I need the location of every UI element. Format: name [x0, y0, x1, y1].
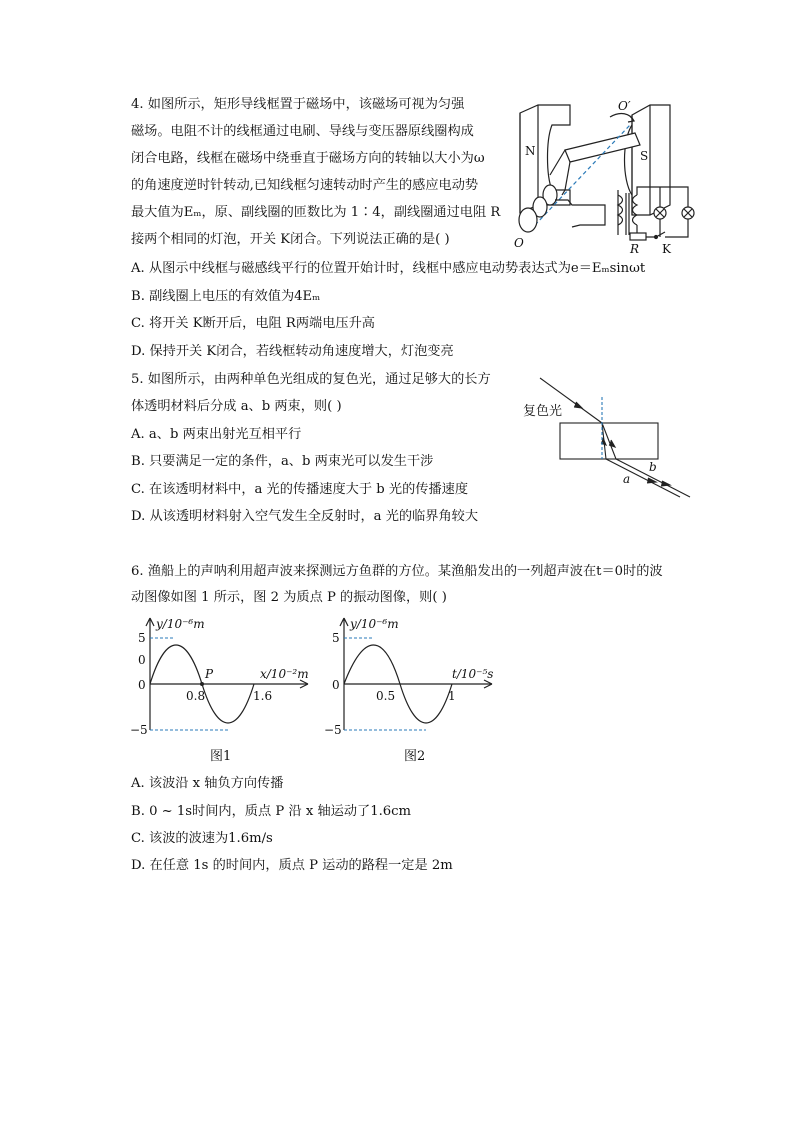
q5-line-2: 体透明材料后分成 a、b 两束，则( ): [131, 399, 342, 414]
q6-option-a: A. 该波沿 x 轴负方向传播: [131, 776, 284, 791]
q5-option-c: C. 在该透明材料中，a 光的传播速度大于 b 光的传播速度: [131, 482, 469, 497]
fig1-caption: 图1: [210, 749, 232, 764]
beam-a-label: a: [623, 472, 631, 486]
q4-line-5: 最大值为Eₘ，原、副线圈的匝数比为 1∶4，副线圈通过电阻 R: [131, 205, 501, 220]
refraction-figure: [520, 375, 700, 505]
q6-line-1: 6. 渔船上的声呐利用超声波来探测远方鱼群的方位。某渔船发出的一列超声波在t＝0时的波: [131, 564, 663, 579]
fig1-ylabel: y/10⁻⁶m: [156, 617, 205, 631]
axis-o-label: O: [514, 236, 524, 250]
fig1-p-label: P: [205, 667, 214, 681]
q4-option-b: B. 副线圈上电压的有效值为4Eₘ: [131, 289, 321, 304]
q4-option-d: D. 保持开关 K闭合，若线框转动角速度增大，灯泡变亮: [131, 344, 454, 359]
fig2-ylabel: y/10⁻⁶m: [350, 617, 399, 631]
fig2-y-top: 5: [332, 631, 340, 645]
fig2-tick-2: 1: [448, 689, 456, 703]
fig1-y-bottom: −5: [130, 723, 148, 737]
q6-option-d: D. 在任意 1s 的时间内，质点 P 运动的路程一定是 2m: [131, 858, 453, 873]
fig2-origin: 0: [332, 678, 340, 692]
q5-option-d: D. 从该透明材料射入空气发生全反射时，a 光的临界角较大: [131, 509, 479, 524]
q6-option-b: B. 0 ~ 1s时间内，质点 P 沿 x 轴运动了1.6cm: [131, 804, 412, 819]
axis-o-prime-label: O′: [618, 99, 631, 113]
q4-option-c: C. 将开关 K断开后，电阻 R两端电压升高: [131, 316, 375, 331]
beam-b-label: b: [649, 460, 657, 474]
compound-light-label: 复色光: [523, 404, 563, 419]
q4-line-1: 4. 如图所示，矩形导线框置于磁场中，该磁场可视为匀强: [131, 97, 465, 112]
switch-k-label: K: [662, 242, 671, 255]
q5-line-1: 5. 如图所示，由两种单色光组成的复色光，通过足够大的长方: [131, 372, 491, 387]
fig2-caption: 图2: [404, 749, 426, 764]
fig1-tick-2: 1.6: [253, 689, 273, 703]
fig2-y-bottom: −5: [324, 723, 342, 737]
q4-line-2: 磁场。电阻不计的线框通过电刷、导线与变压器原线圈构成: [131, 124, 474, 139]
q4-option-a: A. 从图示中线框与磁感线平行的位置开始计时，线框中感应电动势表达式为e＝Eₘsinωt: [131, 261, 646, 276]
q5-option-b: B. 只要满足一定的条件，a、b 两束光可以发生干涉: [131, 454, 434, 469]
fig1-tick-1: 0.8: [186, 689, 206, 703]
q4-line-4: 的角速度逆时针转动,已知线框匀速转动时产生的感应电动势: [131, 178, 479, 193]
fig1-y-zero: 0: [138, 653, 146, 667]
q6-option-c: C. 该波的波速为1.6m/s: [131, 831, 273, 846]
q5-option-a: A. a、b 两束出射光互相平行: [131, 427, 302, 442]
fig1-origin: 0: [138, 678, 146, 692]
q4-line-6: 接两个相同的灯泡，开关 K闭合。下列说法正确的是( ): [131, 232, 450, 247]
fig2-tick-1: 0.5: [376, 689, 396, 703]
vibration-graph-figure-2: [322, 612, 502, 767]
q6-line-2: 动图像如图 1 所示，图 2 为质点 P 的振动图像，则( ): [131, 590, 447, 605]
q4-line-3: 闭合电路，线框在磁场中绕垂直于磁场方向的转轴以大小为ω: [131, 151, 485, 166]
fig1-y-top: 5: [138, 631, 146, 645]
wave-graph-figure-1: [128, 612, 318, 767]
fig1-xlabel: x/10⁻²m: [260, 667, 309, 681]
magnet-n-label: N: [525, 144, 536, 158]
generator-figure: [510, 95, 700, 255]
magnet-s-label: S: [640, 149, 649, 163]
fig2-xlabel: t/10⁻⁵s: [452, 667, 494, 681]
resistor-r-label: R: [630, 242, 640, 255]
